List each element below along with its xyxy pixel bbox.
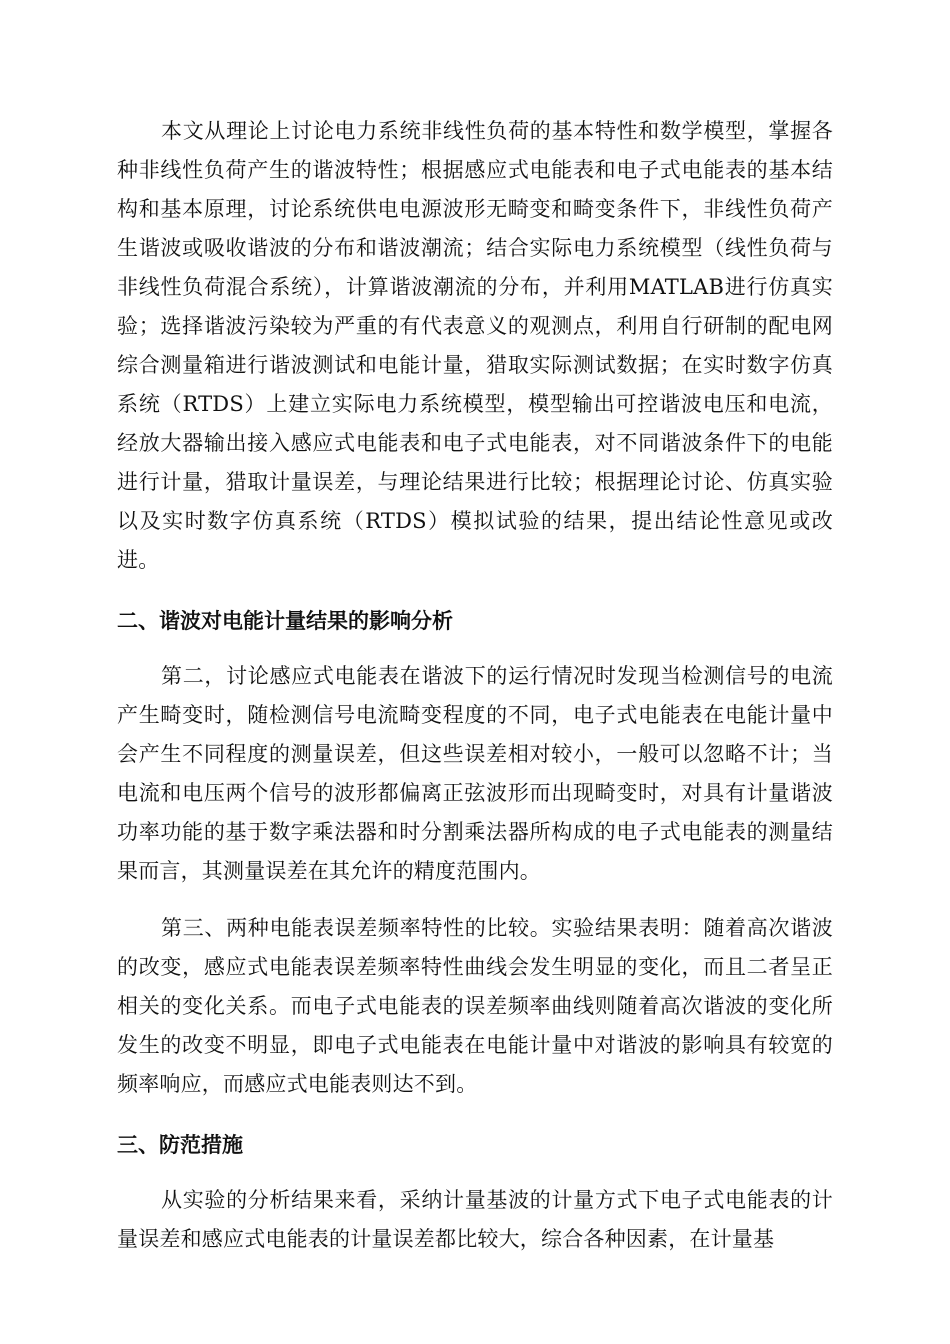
body-paragraph: 第二，讨论感应式电能表在谐波下的运行情况时发现当检测信号的电流产生畸变时，随检测信号电流畸变程度的不同，电子式电能表在电能计量中会产生不同程度的测量误差，但这些误差相对较小，一般可以忽略不计；当电流和电压两个信号的波形都偏离正弦波形而出现畸变时，对具有计量谐波功率功能的基于数字乘法器和时分割乘法器所构成的电子式电能表的测量结果而言，其测量误差在其允许的精度范围内。 (117, 664, 833, 883)
body-paragraph: 第三、两种电能表误差频率特性的比较。实验结果表明：随着高次谐波的改变，感应式电能表误差频率特性曲线会发生明显的变化，而且二者呈正相关的变化关系。而电子式电能表的误差频率曲线则随着高次谐波的变化所发生的改变不明显，即电子式电能表在电能计量中对谐波的影响具有较宽的频率响应，而感应式电能表则达不到。 (117, 916, 833, 1096)
section-heading: 二、谐波对电能计量结果的影响分析 (117, 609, 453, 633)
body-paragraph: 本文从理论上讨论电力系统非线性负荷的基本特性和数学模型，掌握各种非线性负荷产生的谐波特性；根据感应式电能表和电子式电能表的基本结构和基本原理，讨论系统供电电源波形无畸变和畸变条件下，非线性负荷产生谐波或吸收谐波的分布和谐波潮流；结合实际电力系统模型（线性负荷与非线性负荷混合系统），计算谐波潮流的分布，并利用MATLAB进行仿真实验；选择谐波污染较为严重的有代表意义的观测点，利用自行研制的配电网综合测量箱进行谐波测试和电能计量，猎取实际测试数据；在实时数字仿真系统（RTDS）上建立实际电力系统模型，模型输出可控谐波电压和电流，经放大器输出接入感应式电能表和电子式电能表，对不同谐波条件下的电能进行计量，猎取计量误差，与理论结果进行比较；根据理论讨论、仿真实验以及实时数字仿真系统（RTDS）模拟试验的结果，提出结论性意见或改进。 (117, 119, 833, 572)
section-heading: 三、防范措施 (117, 1133, 243, 1157)
paragraph-spacer (117, 891, 833, 909)
document-body (117, 112, 833, 1259)
body-paragraph: 从实验的分析结果来看，采纳计量基波的计量方式下电子式电能表的计量误差和感应式电能表的计量误差都比较大，综合各种因素，在计量基 (117, 1188, 833, 1251)
